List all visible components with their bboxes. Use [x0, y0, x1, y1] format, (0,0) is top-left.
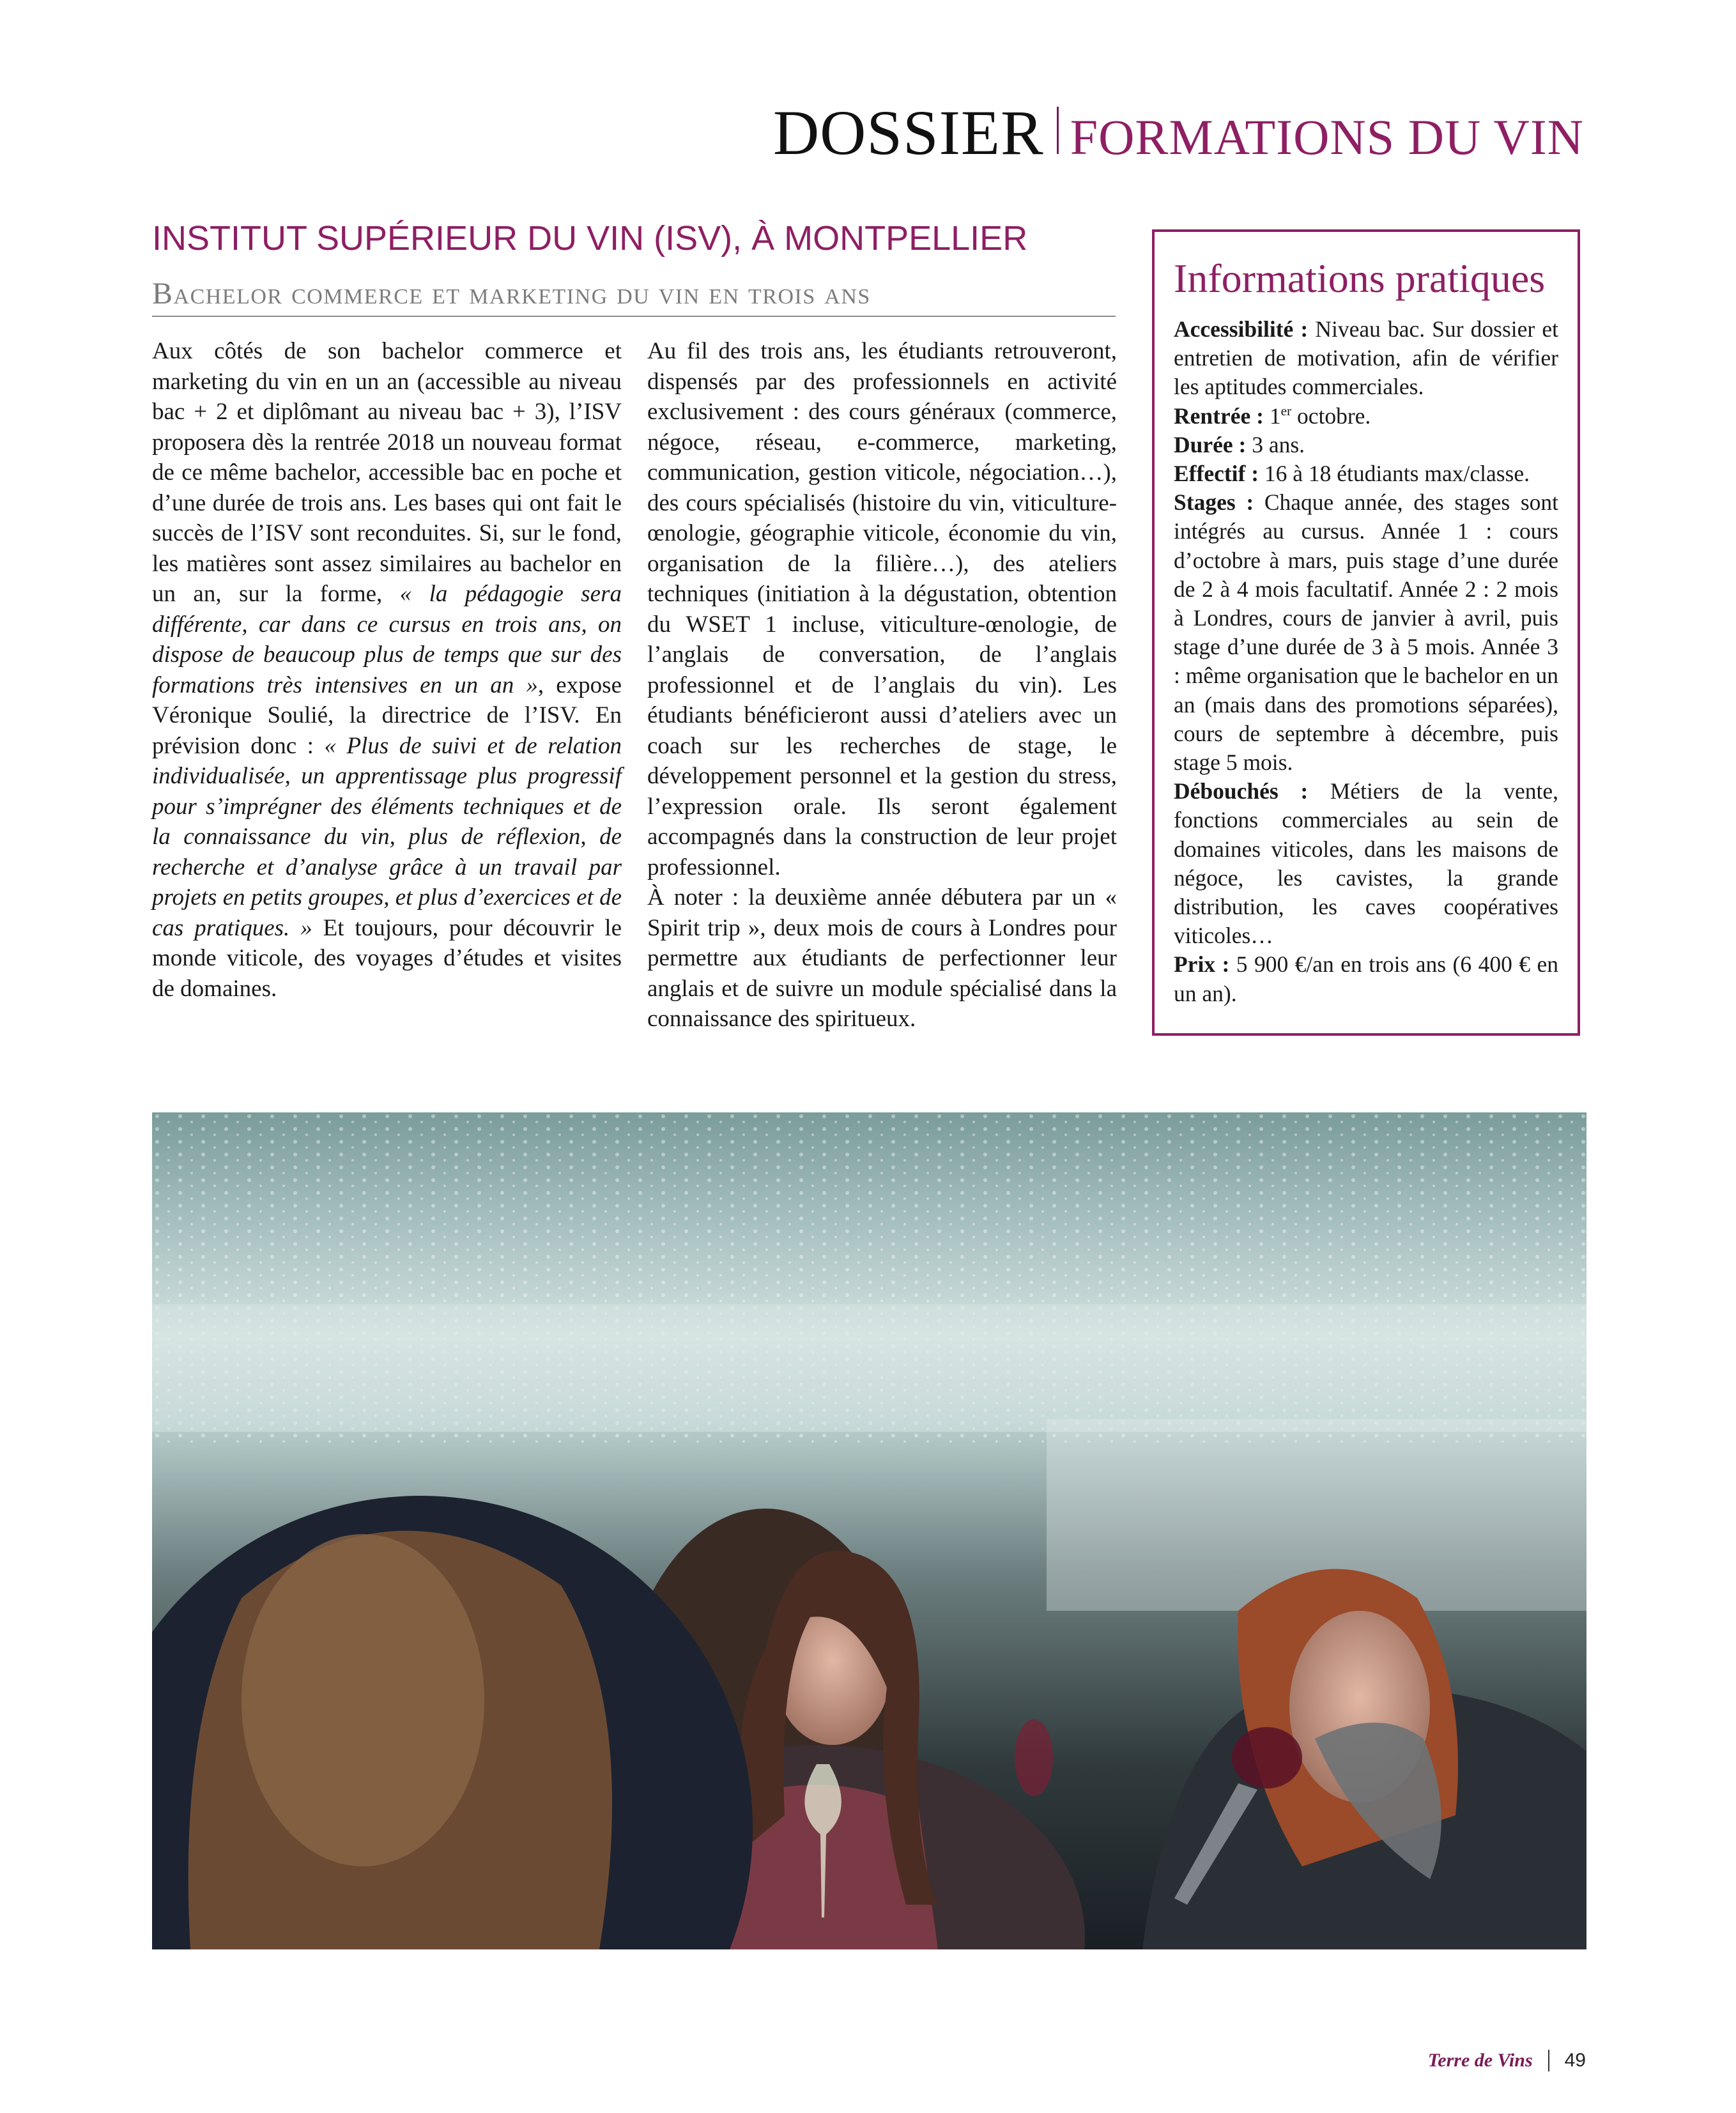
info-label: Accessibilité : — [1174, 316, 1309, 342]
info-label: Rentrée : — [1174, 403, 1264, 429]
info-box-title: Informations pratiques — [1174, 256, 1546, 301]
info-value: 5 900 €/an en trois ans (6 400 € en un an). — [1174, 951, 1558, 1006]
body-text: Aux côtés de son bachelor commerce et marketing du vin en un an (accessible au niveau bac + 2 et diplômant au niveau bac + 3), l’ISV proposera dès la rentrée 2018 un nouveau format de ce même bachelor, accessible bac en poche et d’une durée de trois ans. Les bases qui ont fait le succès de l’ISV sont reconduites. Si, sur le fond, les matières sont assez similaires au bachelor en un an, sur la forme, — [152, 338, 622, 607]
page-footer — [1428, 2050, 1586, 2071]
info-label: Débouchés : — [1174, 778, 1309, 804]
body-text: , expose Véronique Soulié, la directrice de l’ISV. En prévision donc : — [152, 672, 622, 759]
photo-illustration — [152, 1112, 1586, 1949]
practical-info-box — [1152, 229, 1580, 1036]
info-debouches — [1174, 777, 1558, 950]
info-rentree — [1174, 402, 1558, 431]
subtitle-divider — [152, 316, 1116, 317]
info-superscript: er — [1280, 403, 1292, 419]
info-label: Durée : — [1174, 431, 1247, 457]
article-title: INSTITUT SUPÉRIEUR DU VIN (ISV), À MONTPELLIER — [152, 219, 1028, 257]
column-2-paragraph-1: Au fil des trois ans, les étudiants retrouveront, dispensés par des professionnels en activité exclusivement : des cours généraux (commerce, négoce, réseau, e-commerce, marketing, communication, gestion viticole, négociation…), des cours spécialisés (histoire du vin, viticulture-œnologie, géographie viticole, économie du vin, organisation de la filière…), des ateliers techniques (initiation à la dégustation, obtention du WSET 1 incluse, viticulture-œnologie, de l’anglais de conversation, de l’anglais professionnel et de l’anglais du vin). Les étudiants bénéficieront aussi d’ateliers avec un coach sur les recherches de stage, le développement personnel et la gestion du stress, l’expression orale. Ils seront également accompagnés dans la construction de leur projet professionnel. — [647, 338, 1117, 880]
magazine-brand: Terre de Vins — [1427, 2050, 1533, 2071]
info-duree — [1174, 431, 1558, 459]
info-label: Effectif : — [1174, 461, 1259, 487]
info-access — [1174, 315, 1558, 402]
article-column-2 — [647, 336, 1117, 1034]
column-1-paragraph — [152, 336, 622, 1004]
info-effectif — [1174, 459, 1558, 488]
info-value: octobre. — [1291, 403, 1371, 429]
column-2-paragraph-2: À noter : la deuxième année débutera par un « Spirit trip », deux mois de cours à Londres pour permettre aux étudiants de perfectionner leur anglais et de suivre un module spécialisé dans la connaissance des spiritueux. — [647, 884, 1117, 1032]
info-stages — [1174, 488, 1558, 777]
info-box-body — [1174, 315, 1558, 1008]
info-value: Métiers de la vente, fonctions commerciales au sein de domaines viticoles, dans les maisons de négoce, les cavistes, la grande distribution, les caves coopératives viticoles… — [1174, 778, 1558, 949]
body-text: Et toujours, pour découvrir le monde viticole, des voyages d’études et visites de domaines. — [152, 914, 622, 1002]
footer-divider — [1548, 2050, 1549, 2071]
page-header — [773, 96, 1584, 169]
info-value: 16 à 18 étudiants max/classe. — [1259, 461, 1530, 487]
info-prix — [1174, 950, 1558, 1008]
info-value: Chaque année, des stages sont intégrés au cursus. Année 1 : cours d’octobre à mars, puis stage d’une durée de 2 à 4 mois facultatif. Année 2 : 2 mois à Londres, cours de janvier à avril, puis stage d’une durée de 3 à 5 mois. Année 3 : même organisation que le bachelor en un an (mais dans des promotions séparées), cours de septembre à décembre, puis stage 5 mois. — [1174, 489, 1559, 776]
info-value: 1 — [1263, 403, 1281, 429]
info-label: Prix : — [1174, 951, 1230, 978]
dossier-label: DOSSIER — [772, 97, 1044, 168]
page-number: 49 — [1564, 2050, 1586, 2071]
section-title: FORMATIONS DU VIN — [1070, 109, 1584, 165]
quote-text: « Plus de suivi et de relation individualisée, un apprentissage plus progressif pour s’imprégner des éléments techniques et de la connaissance du vin, plus de réflexion, de recherche et d’analyse grâce à un travail par projets en petits groupes, et plus d’exercices et de cas pratiques. » — [152, 732, 622, 941]
header-divider — [1057, 107, 1059, 154]
info-label: Stages : — [1174, 489, 1254, 516]
quote-text: « la pédagogie sera différente, car dans ce cursus en trois ans, on dispose de beaucoup plus de temps que sur des formations très intensives en un an » — [152, 581, 622, 698]
info-value: Niveau bac. Sur dossier et entretien de motivation, afin de vérifier les aptitudes commerciales. — [1174, 316, 1558, 400]
info-value: 3 ans. — [1246, 431, 1305, 457]
wine-tasting-photo — [152, 1112, 1586, 1949]
article-column-1 — [152, 336, 622, 1004]
article-subtitle: Bachelor commerce et marketing du vin en trois ans — [152, 277, 871, 311]
